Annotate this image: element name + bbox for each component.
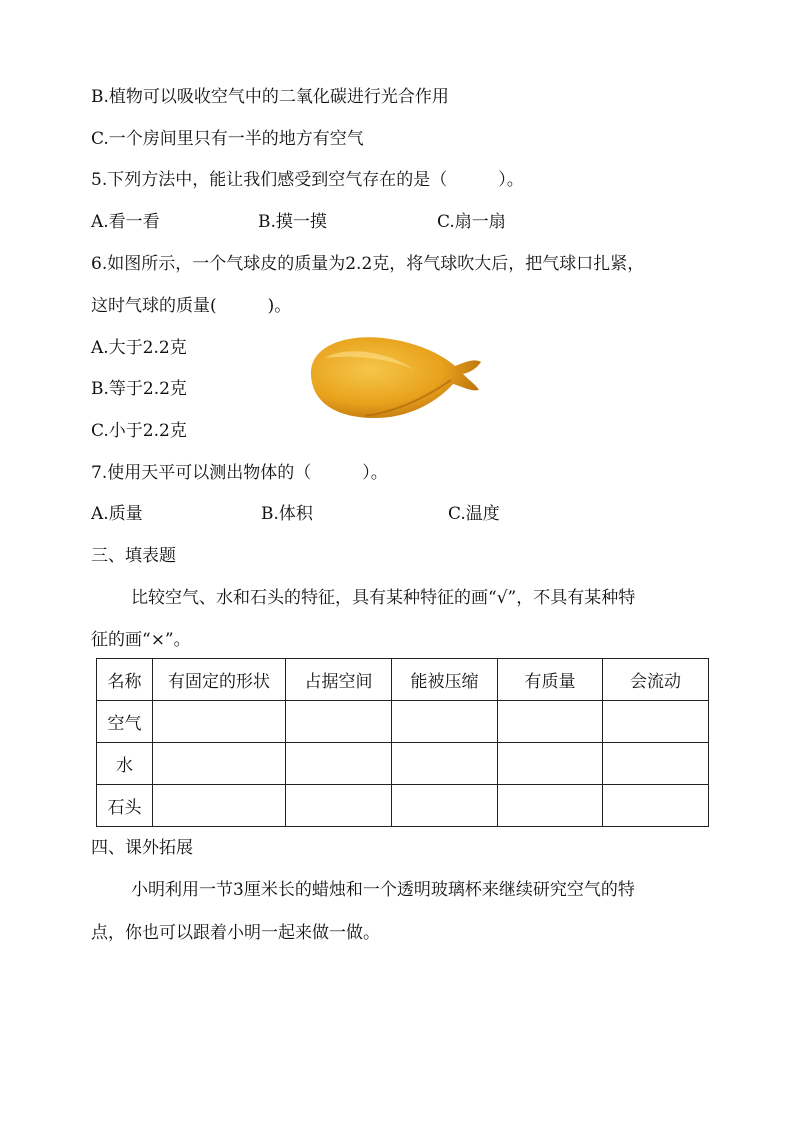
- row-label-air: 空气: [97, 701, 153, 743]
- header-name: 名称: [97, 659, 153, 701]
- question-5-option-b: B.摸一摸: [258, 212, 327, 232]
- section-3-instruction-line2: 征的画“×”。: [91, 630, 191, 650]
- header-fixed-shape: 有固定的形状: [153, 659, 286, 701]
- answer-cell[interactable]: [286, 701, 392, 743]
- question-5-option-c: C.扇一扇: [437, 212, 506, 232]
- question-4-option-c: C.一个房间里只有一半的地方有空气: [91, 129, 364, 149]
- header-can-flow: 会流动: [603, 659, 709, 701]
- balloon-image: [305, 328, 485, 428]
- section-4-title: 四、课外拓展: [91, 838, 193, 858]
- answer-cell[interactable]: [286, 785, 392, 827]
- question-6-option-a: A.大于2.2克: [91, 338, 187, 358]
- answer-cell[interactable]: [153, 701, 286, 743]
- answer-cell[interactable]: [392, 785, 498, 827]
- header-has-mass: 有质量: [498, 659, 603, 701]
- question-5-option-a: A.看一看: [91, 212, 160, 232]
- question-7-stem: 7.使用天平可以测出物体的（ ）。: [91, 463, 388, 483]
- answer-cell[interactable]: [153, 743, 286, 785]
- answer-cell[interactable]: [392, 743, 498, 785]
- answer-cell[interactable]: [498, 701, 603, 743]
- table-header-row: [97, 659, 709, 701]
- header-occupies-space: 占据空间: [286, 659, 392, 701]
- answer-cell[interactable]: [603, 743, 709, 785]
- row-label-stone: 石头: [97, 785, 153, 827]
- question-7-option-b: B.体积: [261, 504, 313, 524]
- table-row: [97, 701, 709, 743]
- question-4-option-b: B.植物可以吸收空气中的二氧化碳进行光合作用: [91, 87, 449, 107]
- table-row: [97, 785, 709, 827]
- section-4-text-line1: 小明利用一节3厘米长的蜡烛和一个透明玻璃杯来继续研究空气的特: [131, 880, 635, 900]
- section-3-instruction-line1: 比较空气、水和石头的特征，具有某种特征的画“√”，不具有某种特: [131, 588, 636, 608]
- feature-table: [96, 658, 709, 827]
- question-6-option-b: B.等于2.2克: [91, 379, 187, 399]
- question-6-stem-line2: 这时气球的质量( )。: [91, 296, 292, 316]
- question-5-stem: 5.下列方法中，能让我们感受到空气存在的是（ ）。: [91, 170, 524, 190]
- row-label-water: 水: [97, 743, 153, 785]
- answer-cell[interactable]: [153, 785, 286, 827]
- answer-cell[interactable]: [498, 743, 603, 785]
- answer-cell[interactable]: [603, 785, 709, 827]
- answer-cell[interactable]: [392, 701, 498, 743]
- question-6-stem-line1: 6.如图所示，一个气球皮的质量为2.2克，将气球吹大后，把气球口扎紧，: [91, 254, 645, 274]
- header-compressible: 能被压缩: [392, 659, 498, 701]
- question-7-option-c: C.温度: [448, 504, 500, 524]
- answer-cell[interactable]: [603, 701, 709, 743]
- question-7-option-a: A.质量: [91, 504, 143, 524]
- section-3-title: 三、填表题: [91, 546, 176, 566]
- answer-cell[interactable]: [498, 785, 603, 827]
- table-row: [97, 743, 709, 785]
- section-4-text-line2: 点，你也可以跟着小明一起来做一做。: [91, 923, 380, 943]
- answer-cell[interactable]: [286, 743, 392, 785]
- question-6-option-c: C.小于2.2克: [91, 421, 187, 441]
